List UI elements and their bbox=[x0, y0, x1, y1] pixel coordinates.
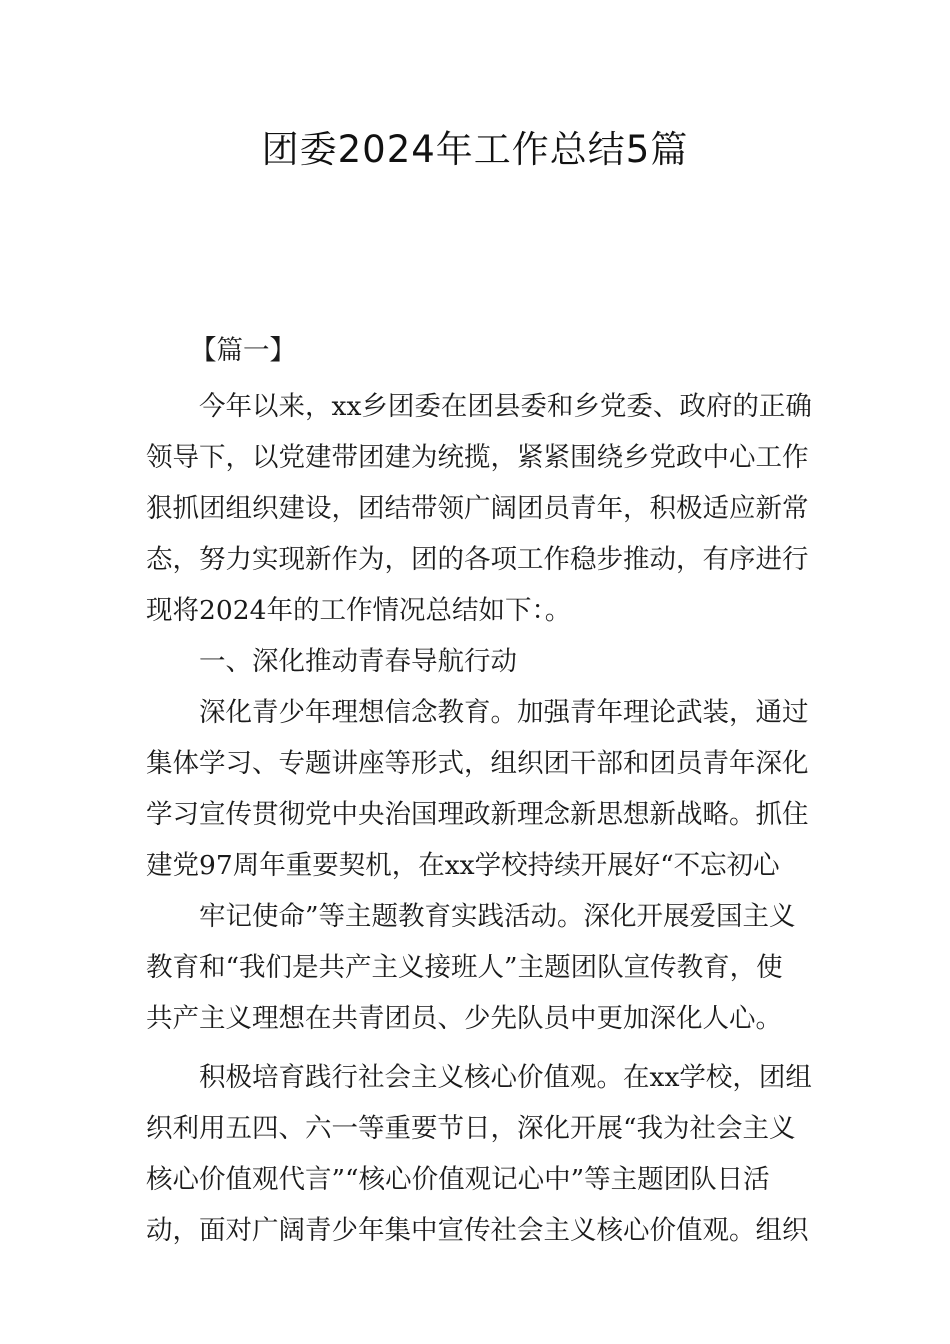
text-line: 建党97周年重要契机，在xx学校持续开展好“不忘初心 bbox=[146, 850, 780, 881]
text-line: 狠抓团组织建设，团结带领广阔团员青年，积极适应新常 bbox=[146, 493, 809, 524]
text-line: 深化青少年理想信念教育。加强青年理论武装，通过 bbox=[199, 697, 809, 728]
text-line: 今年以来，xx乡团委在团县委和乡党委、政府的正确 bbox=[199, 391, 812, 422]
text-line: 现将2024年的工作情况总结如下：。 bbox=[146, 595, 572, 626]
text-line: 教育和“我们是共产主义接班人”主题团队宣传教育，使 bbox=[146, 952, 783, 983]
heading-line: 一、深化推动青春导航行动 bbox=[199, 646, 517, 677]
text-line: 领导下，以党建带团建为统揽，紧紧围绕乡党政中心工作 bbox=[146, 442, 809, 473]
text-line: 学习宣传贯彻党中央治国理政新理念新思想新战略。抓住 bbox=[146, 799, 809, 830]
text-line: 动，面对广阔青少年集中宣传社会主义核心价值观。组织 bbox=[146, 1215, 809, 1246]
text-line: 核心价值观代言”“核心价值观记心中”等主题团队日活 bbox=[146, 1164, 770, 1195]
document-body bbox=[146, 381, 810, 1256]
section-marker: 【篇一】 bbox=[190, 335, 296, 366]
document-title: 团委2024年工作总结5篇 bbox=[261, 128, 689, 171]
text-line: 牢记使命”等主题教育实践活动。深化开展爱国主义 bbox=[199, 901, 796, 932]
text-line: 积极培育践行社会主义核心价值观。在xx学校，团组 bbox=[199, 1062, 812, 1093]
text-line: 共产主义理想在共青团员、少先队员中更加深化人心。 bbox=[146, 1003, 782, 1034]
text-line: 态，努力实现新作为，团的各项工作稳步推动，有序进行 bbox=[146, 544, 809, 575]
text-line: 集体学习、专题讲座等形式，组织团干部和团员青年深化 bbox=[146, 748, 809, 779]
text-line: 织利用五四、六一等重要节日，深化开展“我为社会主义 bbox=[146, 1113, 796, 1144]
